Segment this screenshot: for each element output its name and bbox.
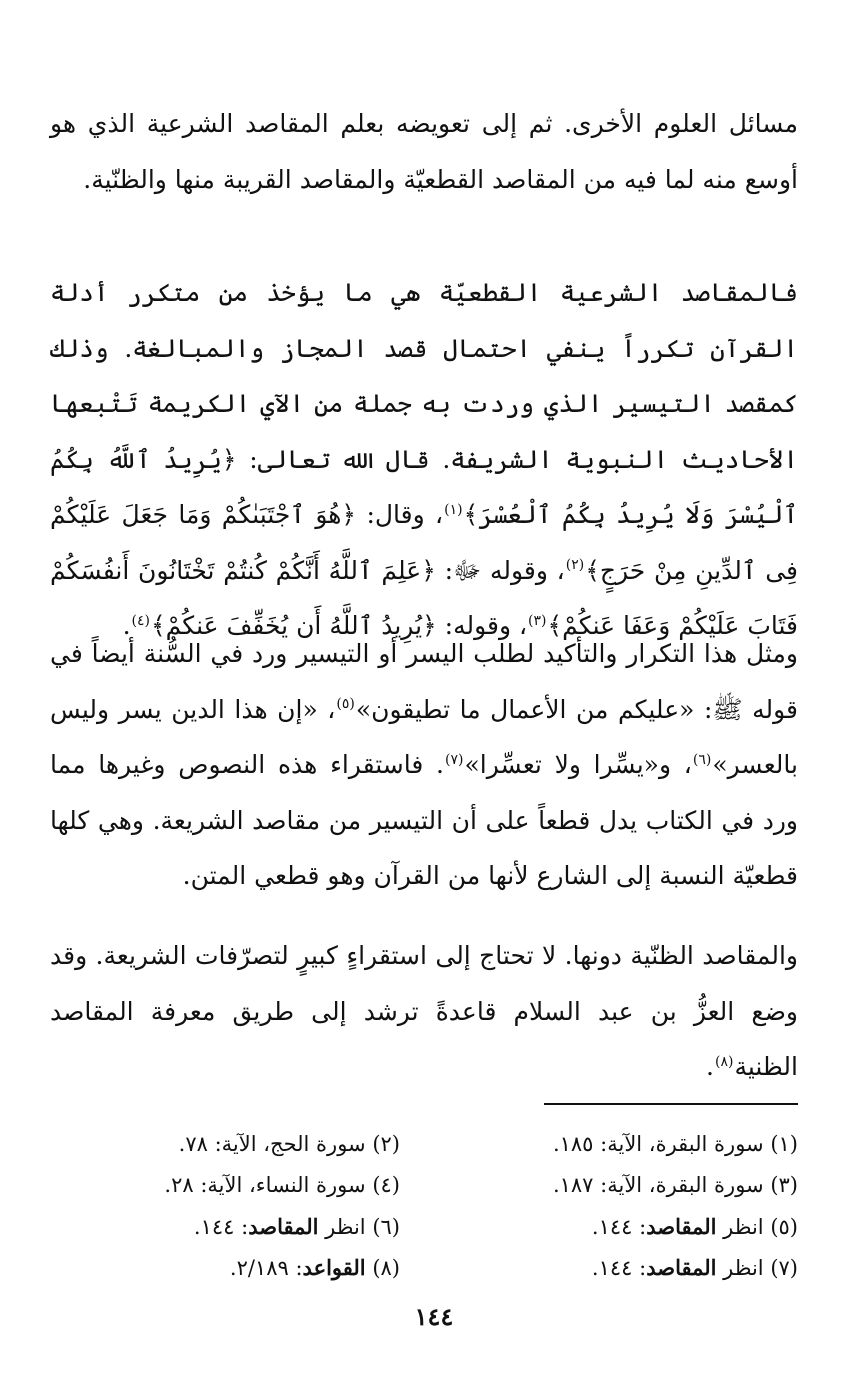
page-number: ١٤٤ [414,1302,454,1331]
footnote-4: (٤) سورة النساء، الآية: ٢٨. [164,1173,400,1197]
footnote-marker: (٢) [565,557,585,574]
footnote-source-title: المقاصد [248,1213,319,1239]
footnote-number: (٣) [763,1173,798,1197]
footnote-number: (٥) [763,1214,798,1239]
footnote-source-title: المقاصد [646,1254,717,1280]
footnote-marker: (٦) [692,751,712,768]
footnote-number: (١) [763,1132,798,1156]
footnote-source-title: المقاصد [646,1213,717,1239]
footnote-2: (٢) سورة الحج، الآية: ٧٨. [178,1132,400,1156]
footnote-3: (٣) سورة البقرة، الآية: ١٨٧. [552,1173,798,1197]
footnote-number: (٢) [365,1132,400,1156]
footnote-1: (١) سورة البقرة، الآية: ١٨٥. [552,1132,798,1156]
footnote-number: (٤) [365,1173,400,1197]
footnote-marker: (١) [444,501,463,518]
footnote-marker: (٥) [336,696,355,713]
body-paragraph-4: والمقاصد الظنّية دونها. لا تحتاج إلى استقراءٍ كبيرٍ لتصرّفات الشريعة. وقد وضع العزُّ بن عبد السلام قاعدةً ترشد إلى طريق معرفة المقاصد الظنية$^{(٨)}$. [50,941,798,1081]
footnote-7: (٧) انظر المقاصد: ١٤٤. [591,1254,798,1280]
footnote-marker: (٨) [714,1053,734,1070]
footnote-8: (٨) القواعد: ٢/١٨٩. [229,1254,400,1280]
footnote-row [100,1206,798,1247]
footnote-row [100,1247,798,1288]
body-paragraph-2: فالمقاصد الشرعية القطعيّة هي ما يؤخذ من متكرر أدلة القرآن تكرراً ينفي احتمال قصد المجاز والمبالغة. وذلك كمقصد التيسير الذي وردت به جملة من الآي الكريمة تَتْبعها الأحاديث النبوية الشريفة. قال الله تعالى: ﴿يُرِيدُ ٱللَّهُ بِكُمُ ٱلْيُسْرَ وَلَا يُرِيدُ بِكُمُ ٱلْعُسْرَ﴾$^{(١)}$، وقال: ﴿هُوَ ٱجْتَبَىٰكُمْ وَمَا جَعَلَ عَلَيْكُمْ فِى ٱلدِّينِ مِنْ حَرَجٍ﴾$^{(٢)}$، وقوله ﷻ: ﴿عَلِمَ ٱللَّهُ أَنَّكُمْ كُنتُمْ تَخْتَانُونَ أَنفُسَكُمْ فَتَابَ عَلَيْكُمْ وَعَفَا عَنكُمْ﴾$^{(٣)}$، وقوله: ﴿يُرِيدُ ٱللَّهُ أَن يُخَفِّفَ عَنكُمْ﴾$^{(٤)}$. [50,278,799,640]
footnote-marker: (٣) [528,612,547,629]
footnote-marker: (٤) [131,612,150,629]
footnote-marker: (٧) [445,751,464,768]
footnote-number: (٧) [763,1255,798,1280]
footnote-row [100,1124,798,1165]
footnote-separator [544,1103,798,1105]
body-paragraph-1: مسائل العلوم الأخرى. ثم إلى تعويضه بعلم المقاصد الشرعية الذي هو أوسع منه لما فيه من المقاصد القطعيّة والمقاصد القريبة منها والظنّية. [50,109,798,194]
footnote-source-title: القواعد [302,1254,366,1280]
footnote-6: (٦) انظر المقاصد: ١٤٤. [193,1213,400,1239]
body-paragraph-3: ومثل هذا التكرار والتأكيد لطلب اليسر أو التيسير ورد في السُّنة أيضاً في قوله ﷺ: «عليكم من الأعمال ما تطيقون»$^{(٥)}$، «إن هذا الدين يسر وليس بالعسر»$^{(٦)}$، و«يسِّرا ولا تعسِّرا»$^{(٧)}$. فاستقراء هذه النصوص وغيرها مما ورد في الكتاب يدل قطعاً على أن التيسير من مقاصد الشريعة. وهي كلها قطعيّة النسبة إلى الشارع لأنها من القرآن وهو قطعي المتن. [50,639,798,890]
footnote-5: (٥) انظر المقاصد: ١٤٤. [591,1213,798,1239]
footnotes [100,1124,798,1288]
footnote-number: (٦) [365,1214,400,1239]
footnote-number: (٨) [365,1255,400,1280]
footnote-row [100,1165,798,1206]
